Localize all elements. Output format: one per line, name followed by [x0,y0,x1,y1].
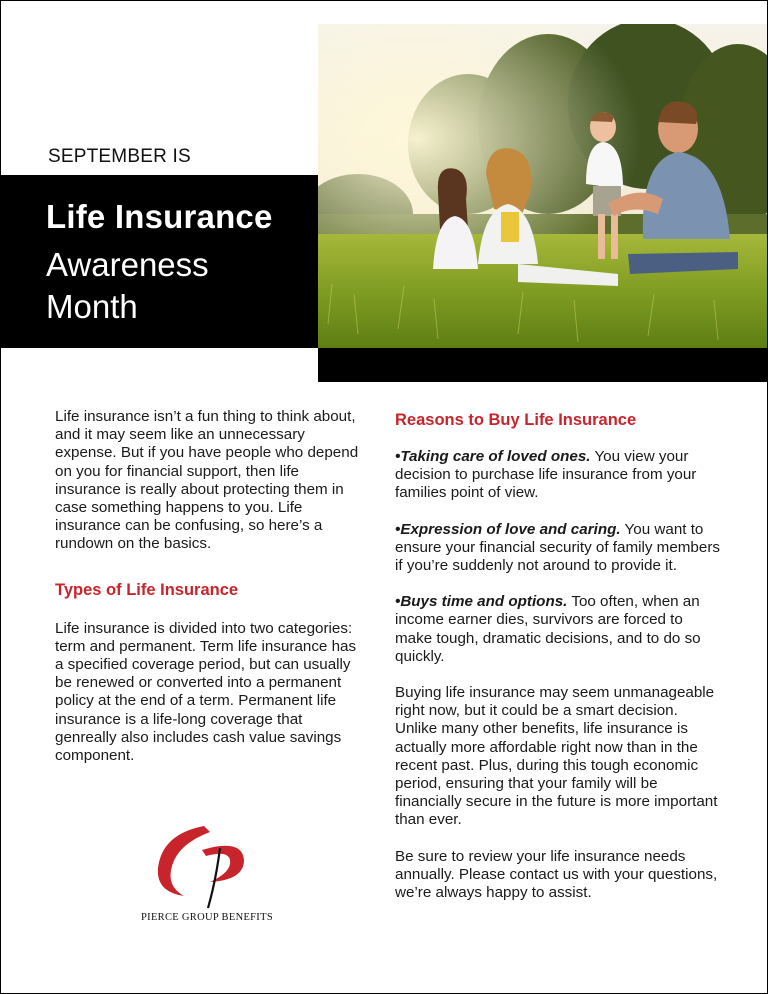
left-column [55,408,360,765]
title-line-1: Life Insurance [46,198,273,235]
reason-lead: •Buys time and options. [395,593,568,611]
types-heading: Types of Life Insurance [55,580,239,599]
reason-text: You want to ensure your financial security of family members if you’re suddenly not around to provide it. [395,520,720,575]
pierce-group-logo [132,820,282,930]
family-photo [318,24,767,350]
right-column [395,410,720,902]
types-paragraph: Life insurance is divided into two categories: term and permanent. Term life insurance has a specified coverage period, but can usually be renewed or converted into a permanent policy at the end of a term. Permanent life insurance is a life-long coverage that genreally also includes cash value savings component. [55,619,357,765]
reason-lead: •Expression of love and caring. [395,520,621,538]
reason-item [395,448,720,503]
reason-item [395,521,720,576]
title-line-2: Awareness [46,246,209,283]
pierce-group-logo-mark-icon [132,820,282,912]
intro-paragraph: Life insurance isn’t a fun thing to think about, and it may seem like an unnecessary expense. But if you have people who depend on you for financial support, then life insurance is really about protecting them in case something happens to you. Life insurance can be confusing, so here’s a rundown on the basics. [55,408,359,553]
reason-item [395,593,720,666]
reasons-heading: Reasons to Buy Life Insurance [395,411,637,429]
closing-paragraph-1: Buying life insurance may seem unmanageable right now, but it could be a smart decision. Unlike many other benefits, life insurance is actually more affordable right now than in the recent past. Plus, during this tough economic period, ensuring that your family will be financially secure in the future is more important than ever. [395,684,718,829]
header-kicker: SEPTEMBER IS [48,146,191,167]
title-line-3: Month [46,288,138,325]
logo-text: PIERCE GROUP BENEFITS [141,912,273,923]
reason-text: You view your decision to purchase life insurance from your families point of view. [395,448,697,502]
photo-band [318,348,767,382]
closing-paragraph-2: Be sure to review your life insurance needs annually. Please contact us with your questions, we’re always happy to assist. [395,847,718,902]
reason-lead: •Taking care of loved ones. [395,448,591,465]
reason-text: Too often, when an income earner dies, survivors are forced to make tough, dramatic decisions, and to do so quickly. [395,593,701,665]
